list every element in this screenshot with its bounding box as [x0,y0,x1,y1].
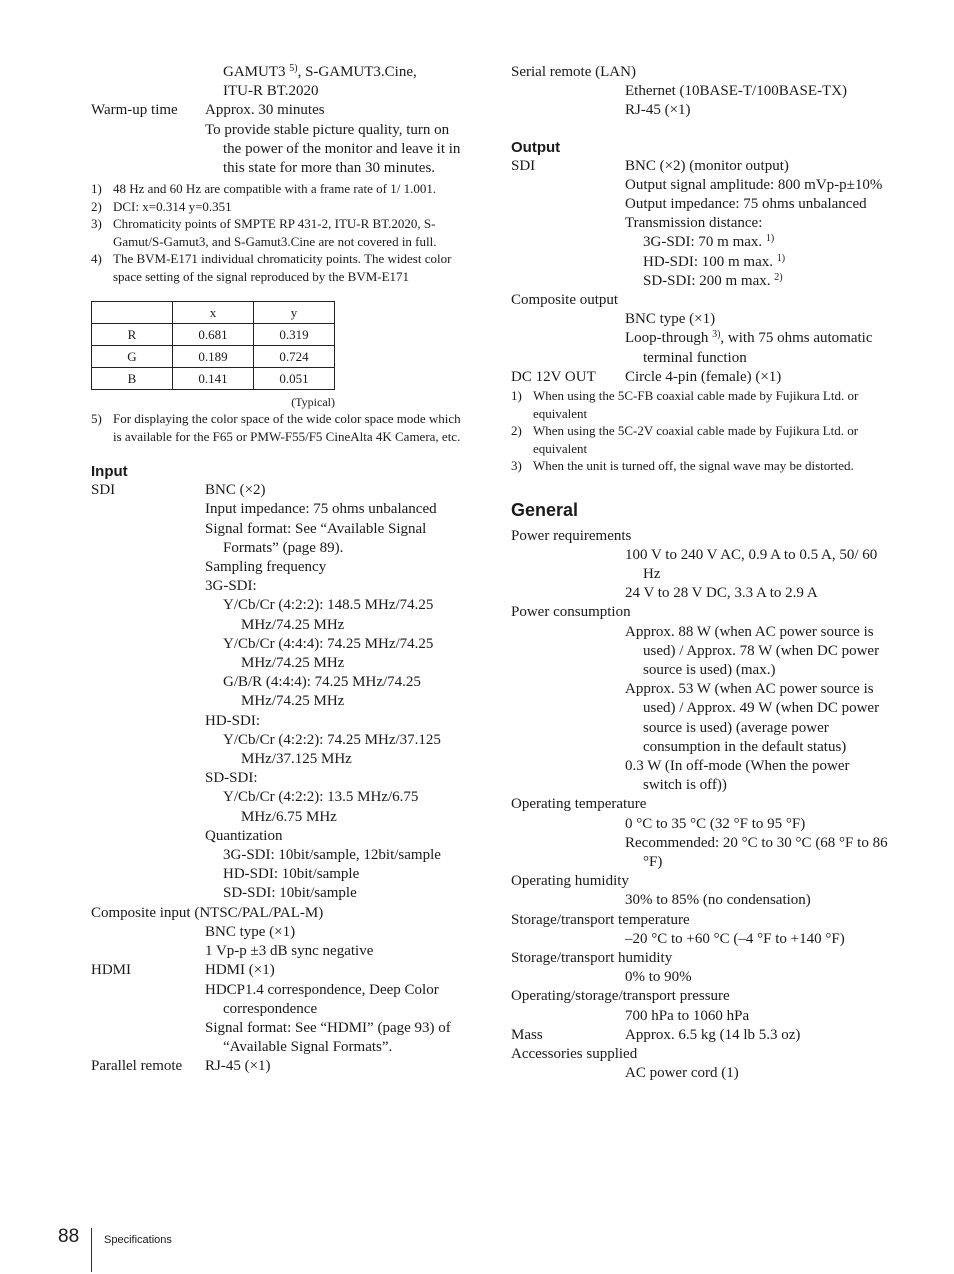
spec-label: DC 12V OUT [511,368,596,385]
footnote: 4) The BVM-E171 individual chromaticity points. The widest color space setting of the signal reproduced by the BVM-E171 [91,251,452,284]
table-cell: 0.681 [173,324,254,346]
spec-label: Operating/storage/transport pressure [511,988,730,1005]
footnote-ref: 1) [776,252,786,264]
spec-power-requirements: Power requirements 100 V to 240 V AC, 0.9 A to 0.5 A, 50/ 60 Hz 24 V to 28 V DC, 3.3 A to 2.9 A [511,527,891,604]
footnote-list [91,180,471,285]
table-cell: 0.051 [254,368,335,390]
footnote: 1) When using the 5C-FB coaxial cable made by Fujikura Ltd. or equivalent [511,388,859,421]
footnote: 2) When using the 5C-2V coaxial cable made by Fujikura Ltd. or equivalent [511,423,859,456]
table-header-cell [92,302,173,324]
spec-composite-input: Composite input (NTSC/PAL/PAL-M) BNC type (×1) 1 Vp-p ±3 dB sync negative [91,904,471,962]
spec-label: Power consumption [511,604,631,621]
table-row [92,346,335,368]
spec-label: Mass [511,1026,543,1043]
spec-sdi-output: SDI BNC (×2) (monitor output) Output signal amplitude: 800 mVp-p±10% Output impedance: 75 ohms unbalanced Transmission distance: 3G-SDI: 70 m max. $^{1)}$ HD-SDI: 100 m max. $^{1)}$ SD-SDI: 200 m max. $^{2)}$ [511,157,891,291]
spec-label: Parallel remote [91,1058,183,1075]
right-column [511,63,891,1083]
table-cell: 0.319 [254,324,335,346]
spec-mass: Mass Approx. 6.5 kg (14 lb 5.3 oz) [511,1026,891,1045]
spec-label: Storage/transport temperature [511,911,690,928]
spec-label: HDMI [91,962,131,979]
spec-label: Operating temperature [511,796,647,813]
footnote: 1) 48 Hz and 60 Hz are compatible with a frame rate of 1/ 1.001. [91,181,437,197]
footnote-ref: 5) [289,63,298,74]
spec-operating-temperature: Operating temperature 0 °C to 35 °C (32 °F to 95 °F) Recommended: 20 °C to 30 °C (68 °F to 86 °F) [511,795,891,872]
spec-power-consumption: Power consumption Approx. 88 W (when AC power source is used) / Approx. 78 W (when DC power source is used) (max.) Approx. 53 W (when AC power source is used) / Approx. 49 W (when DC power source is used) (average power consumption in the default status) 0.3 W (In off-mode (When the power switch is off)) [511,603,891,795]
spec-parallel-remote: Parallel remote RJ-45 (×1) [91,1057,471,1076]
section-heading-general: General [511,499,579,520]
spec-composite-output: Composite output BNC type (×1) Loop-through $^{3)}$, with 75 ohms automatic terminal function [511,291,891,368]
table-cell: G [92,346,173,368]
spec-label: Serial remote (LAN) [511,64,636,80]
footnote: 2) DCI: x=0.314 y=0.351 [91,198,232,214]
spec-label: Power requirements [511,527,632,544]
footer-divider [91,1228,92,1272]
spec-label: Accessories supplied [511,1046,638,1063]
table-cell: 0.141 [173,368,254,390]
spec-label: Operating humidity [511,873,629,890]
footnote: 3) Chromaticity points of SMPTE RP 431-2, ITU-R BT.2020, S-Gamut/S-Gamut3, and S-Gamut3.Cine are not covered in full. [91,216,437,249]
spec-pressure: Operating/storage/transport pressure 700 hPa to 1060 hPa [511,987,891,1025]
table-cell: 0.724 [254,346,335,368]
table-cell: R [92,324,173,346]
spec-storage-humidity: Storage/transport humidity 0% to 90% [511,949,891,987]
spec-label: Warm-up time [91,102,178,119]
spec-storage-temperature: Storage/transport temperature –20 °C to +60 °C (–4 °F to +140 °F) [511,911,891,949]
spec-accessories: Accessories supplied AC power cord (1) [511,1045,891,1083]
table-header-cell: x [173,302,254,324]
table-row [92,324,335,346]
footnote: 3) When the unit is turned off, the signal wave may be distorted. [511,458,854,474]
spec-label: Composite output [511,292,619,309]
spec-sdi-input: SDI BNC (×2) Input impedance: 75 ohms unbalanced Signal format: See “Available Signal Formats” (page 89). Sampling frequency 3G-SDI: Y/Cb/Cr (4:2:2): 148.5 MHz/74.25 MHz/74.25 MHz Y/Cb/Cr (4:4:4): 74.25 MHz/74.25 MHz/74.25 MHz G/B/R (4:4:4): 74.25 MHz/74.25 MHz/74.25 MHz HD-SDI: Y/Cb/Cr (4:2:2): 74.25 MHz/37.125 MHz/37.125 MHz SD-SDI: Y/Cb/Cr (4:2:2): 13.5 MHz/6.75 MHz/6.75 MHz Quantization 3G-SDI: 10bit/sample, 12bit/sample HD-SDI: 10bit/sample SD-SDI: 10bit/sample [91,481,471,903]
spec-label: SDI [511,157,536,174]
section-heading-input: Input [91,463,128,481]
output-footnote-list [511,387,891,475]
table-note: (Typical) [291,395,335,410]
footnote-ref: 3) [712,329,721,341]
page-number: 88 [58,1226,80,1247]
spec-serial-remote: Serial remote (LAN) Ethernet (10BASE-T/100BASE-TX) RJ-45 (×1) [511,63,891,121]
footnote-ref: 1) [765,233,775,245]
spec-dc-out: DC 12V OUT Circle 4-pin (female) (×1) [511,368,891,387]
table-header-cell: y [254,302,335,324]
footnote: 5) For displaying the color space of the wide color space mode which is available for the F65 or PMW-F55/F5 CineAlta 4K Camera, etc. [91,411,461,444]
footnote-ref: 2) [774,271,783,283]
table-row [92,368,335,390]
gamut-continuation: GAMUT3 $^{5)}$, S-GAMUT3.Cine, ITU-R BT.2020 [223,63,417,100]
spec-hdmi: HDMI HDMI (×1) HDCP1.4 correspondence, Deep Color correspondence Signal format: See “HDMI” (page 93) of “Available Signal Formats”. [91,961,471,1057]
spec-label: Storage/transport humidity [511,950,673,967]
spec-label: Composite input (NTSC/PAL/PAL-M) [91,904,324,921]
table-cell: 0.189 [173,346,254,368]
section-heading-output: Output [511,138,561,156]
chromaticity-table [91,301,335,390]
left-column [91,63,471,1077]
footer-section-label: Specifications [104,1234,172,1246]
spec-label: SDI [91,482,116,499]
spec-warmup: Warm-up time Approx. 30 minutes To provide stable picture quality, turn on the power of the monitor and leave it in this state for more than 30 minutes. [91,101,471,178]
table-header-row [92,302,335,324]
table-cell: B [92,368,173,390]
spec-operating-humidity: Operating humidity 30% to 85% (no condensation) [511,872,891,910]
